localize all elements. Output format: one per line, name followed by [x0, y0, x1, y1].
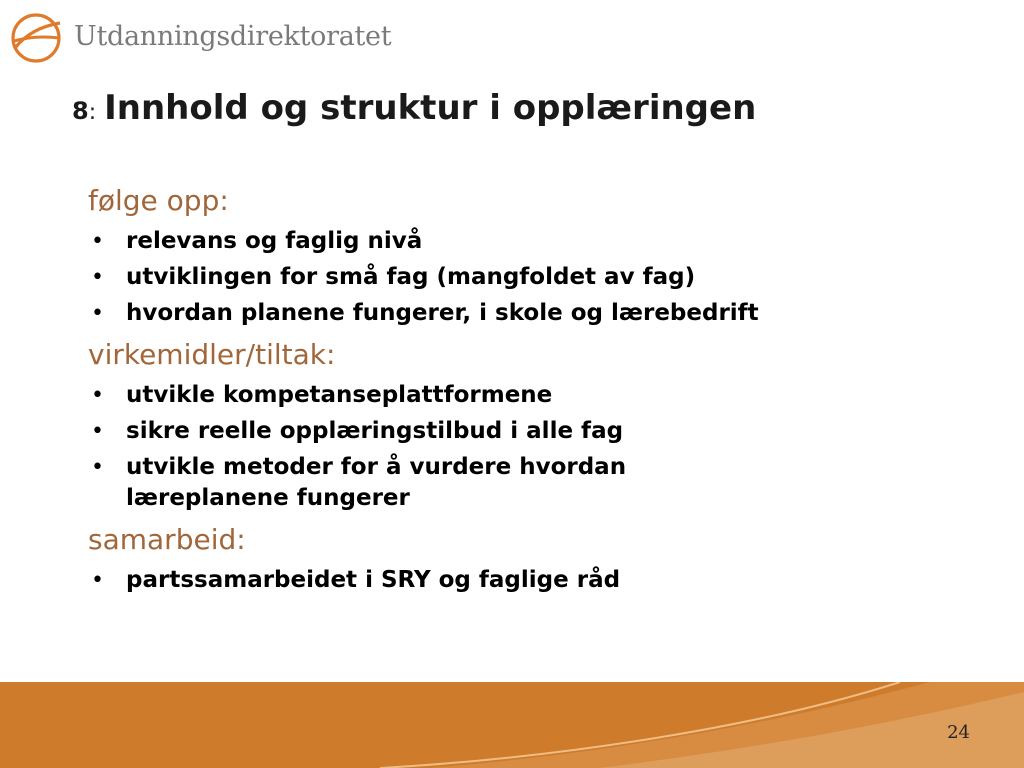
bullet-list [88, 226, 968, 329]
footer-band [0, 682, 1024, 768]
slide-title-separator: : [88, 100, 97, 125]
list-item [88, 565, 968, 596]
slide-title-text: Innhold og struktur i opplæringen [104, 88, 757, 128]
bullet-icon: • [91, 383, 104, 408]
bullet-list [88, 380, 968, 514]
slide-title [72, 88, 756, 128]
list-item-text: utvikle kompetanseplattformene [126, 382, 553, 408]
bullet-list [88, 565, 968, 596]
list-item [88, 298, 968, 329]
section-heading: følge opp: [88, 184, 229, 217]
page-number: 24 [947, 722, 970, 743]
section-virkemidler [88, 334, 968, 514]
globe-swoosh-icon [10, 12, 62, 64]
logo [10, 10, 391, 66]
bullet-icon: • [91, 455, 104, 480]
bullet-icon: • [91, 301, 104, 326]
bullet-icon: • [91, 568, 104, 593]
slide-title-number: 8 [72, 97, 89, 125]
bullet-icon: • [91, 419, 104, 444]
list-item [88, 262, 968, 293]
section-heading: samarbeid: [88, 523, 246, 556]
list-item-text: utviklingen for små fag (mangfoldet av fag) [126, 264, 696, 290]
bullet-icon: • [91, 229, 104, 254]
list-item [88, 416, 968, 447]
list-item-text: utvikle metoder for å vurdere hvordan læreplanene fungerer [126, 454, 627, 511]
list-item-text: relevans og faglig nivå [126, 228, 423, 254]
list-item-text: hvordan planene fungerer, i skole og lærebedrift [126, 300, 759, 326]
section-samarbeid [88, 519, 968, 596]
bullet-icon: • [91, 265, 104, 290]
section-heading: virkemidler/tiltak: [88, 338, 336, 371]
section-folge-opp [88, 180, 968, 329]
list-item [88, 226, 968, 257]
slide-content [88, 180, 968, 601]
list-item-text: sikre reelle opplæringstilbud i alle fag [126, 418, 624, 444]
list-item-text: partssamarbeidet i SRY og faglige råd [126, 567, 621, 593]
list-item [88, 452, 786, 514]
list-item [88, 380, 968, 411]
logo-wordmark: Utdanningsdirektoratet [74, 20, 392, 52]
